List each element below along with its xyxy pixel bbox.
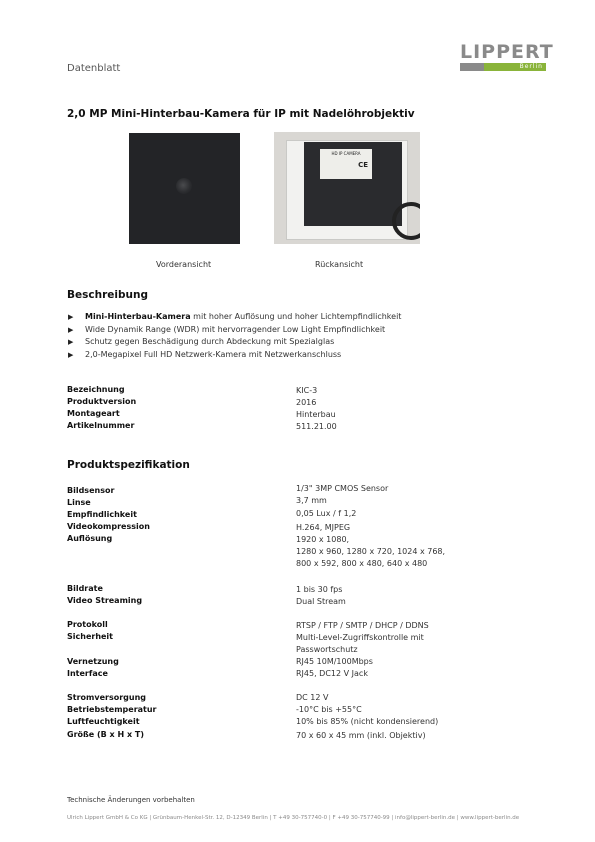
meta-value: KIC-3: [296, 386, 318, 395]
spec-value: Dual Stream: [296, 597, 346, 606]
list-item: ▶ Wide Dynamik Range (WDR) mit hervorragender Low Light Empfindlichkeit: [67, 324, 401, 337]
company-logo: [460, 41, 554, 71]
spec-value: 1920 x 1080, 1280 x 960, 1280 x 720, 1024 x 768, 800 x 592, 800 x 480, 640 x 480: [296, 535, 446, 568]
meta-key: Bezeichnung: [67, 385, 125, 394]
meta-value: Hinterbau: [296, 410, 336, 419]
back-view-caption: Rückansicht: [315, 260, 364, 269]
list-item: ▶ Mini-Hinterbau-Kamera mit hoher Auflösung und hoher Lichtempfindlichkeit: [67, 311, 401, 324]
camera-lens: [176, 178, 192, 194]
list-item: ▶ Schutz gegen Beschädigung durch Abdeckung mit Spezialglas: [67, 336, 401, 349]
spec-key: Stromversorgung: [67, 693, 146, 702]
camera-label: [320, 149, 372, 179]
meta-key: Artikelnummer: [67, 421, 135, 430]
logo-subtitle: Berlin: [484, 63, 546, 71]
spec-key: Videokompression: [67, 522, 150, 531]
meta-key: Montageart: [67, 409, 120, 418]
page-title: 2,0 MP Mini-Hinterbau-Kamera für IP mit Nadelöhrobjektiv: [67, 108, 415, 120]
spec-key: Bildsensor: [67, 486, 115, 495]
spec-key: Protokoll: [67, 620, 108, 629]
spec-value: H.264, MJPEG: [296, 523, 351, 532]
spec-value: -10°C bis +55°C: [296, 705, 362, 714]
arrow-bullet-icon: ▶: [68, 338, 74, 347]
spec-value: 3,7 mm: [296, 496, 327, 505]
logo-bar: [460, 63, 546, 71]
arrow-bullet-icon: ▶: [68, 351, 74, 360]
logo-text: LIPPERT: [460, 41, 554, 63]
spec-value: RTSP / FTP / SMTP / DHCP / DDNS: [296, 621, 429, 630]
spec-key: Video Streaming: [67, 596, 143, 605]
spec-key: Bildrate: [67, 584, 103, 593]
footer-note: Technische Änderungen vorbehalten: [67, 796, 195, 804]
beschreibung-heading: Beschreibung: [67, 289, 148, 301]
spec-key: Linse: [67, 498, 91, 507]
back-view-photo: [274, 132, 420, 244]
spec-value: 0,05 Lux / f 1,2: [296, 509, 357, 518]
logo-bar-dark: [460, 63, 484, 71]
document-type: Datenblatt: [67, 63, 121, 74]
spezifikation-heading: Produktspezifikation: [67, 459, 190, 471]
meta-value: 2016: [296, 398, 317, 407]
spec-key: Empfindlichkeit: [67, 510, 137, 519]
arrow-bullet-icon: ▶: [68, 313, 74, 321]
camera-label-text: HD IP CAMERA: [331, 151, 361, 156]
feature-list: [67, 311, 401, 362]
spec-key: Interface: [67, 669, 108, 678]
meta-value: 511.21.00: [296, 422, 337, 431]
arrow-bullet-icon: ▶: [68, 325, 74, 334]
spec-key: Luftfeuchtigkeit: [67, 717, 140, 726]
front-view-caption: Vorderansicht: [156, 260, 212, 269]
list-item: ▶ 2,0-Megapixel Full HD Netzwerk-Kamera mit Netzwerkanschluss: [67, 349, 401, 362]
front-view-photo: [129, 133, 240, 244]
spec-value: 1 bis 30 fps: [296, 585, 343, 594]
spec-key: Größe (B x H x T): [67, 730, 144, 739]
spec-key: Betriebstemperatur: [67, 705, 157, 714]
spec-key: Vernetzung: [67, 657, 119, 666]
spec-value: 10% bis 85% (nicht kondensierend): [296, 717, 439, 726]
spec-value: Multi-Level-Zugriffskontrolle mit Passwortschutz: [296, 633, 424, 654]
spec-value: RJ45, DC12 V Jack: [296, 669, 368, 678]
spec-value: DC 12 V: [296, 693, 329, 702]
meta-key: Produktversion: [67, 397, 137, 406]
spec-value: 1/3" 3MP CMOS Sensor: [296, 484, 389, 493]
ce-mark: CE: [358, 161, 368, 169]
footer-address: Ulrich Lippert GmbH & Co KG | Grünbaum-Henkel-Str. 12, D-12349 Berlin | T +49 30-757740-0 | F +49 30-757740-99 | info@lippert-berlin.de | www.lippert-berlin.de: [67, 815, 520, 821]
spec-key: Auflösung: [67, 534, 113, 543]
spec-key: Sicherheit: [67, 632, 113, 641]
spec-value: 70 x 60 x 45 mm (inkl. Objektiv): [296, 731, 426, 740]
spec-value: RJ45 10M/100Mbps: [296, 657, 373, 666]
